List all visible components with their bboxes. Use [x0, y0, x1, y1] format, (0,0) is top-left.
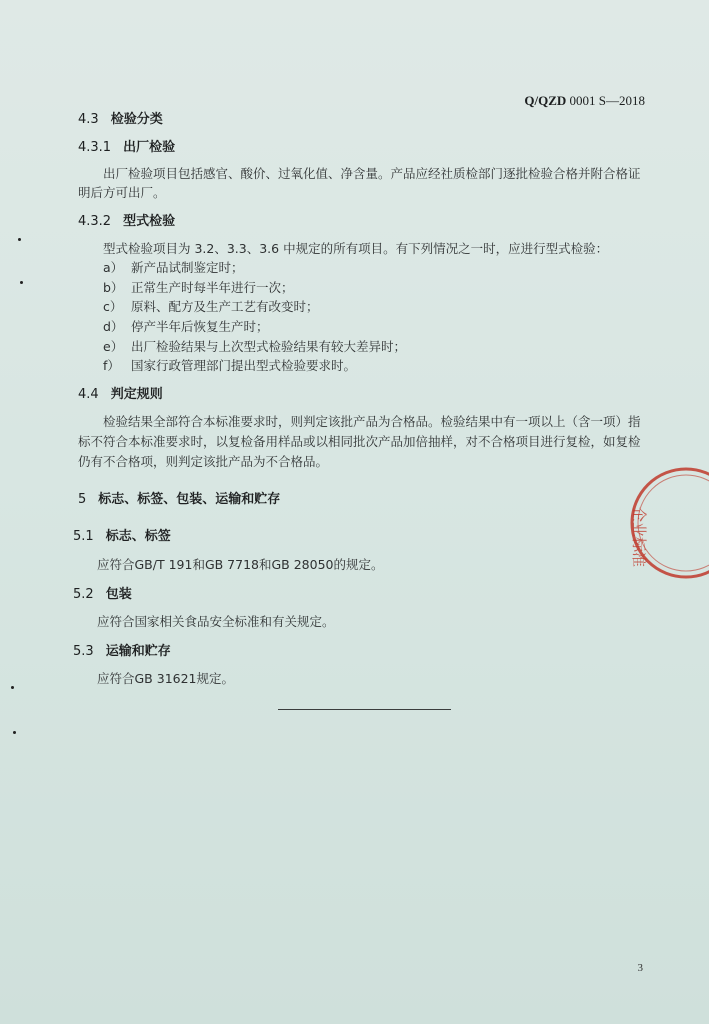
heading-5-1: 5.1 标志、标签	[73, 529, 171, 544]
list-item: e） 出厂检验结果与上次型式检验结果有较大差异时；	[103, 339, 407, 354]
scan-speck	[13, 731, 16, 734]
scan-speck	[11, 686, 14, 689]
heading-5-2: 5.2 包装	[73, 587, 132, 602]
paragraph-line: 标不符合本标准要求时，以复检备用样品或以相同批次产品加倍抽样，对不合格项目进行复检，如复检	[78, 434, 641, 449]
paragraph-line: 出厂检验项目包括感官、酸价、过氧化值、净含量。产品应经社质检部门逐批检验合格并附合格证	[103, 166, 641, 181]
end-rule	[278, 709, 451, 710]
document-code: Q/QZD 0001 S—2018	[524, 93, 645, 108]
paragraph-line: 仍有不合格项，则判定该批产品为不合格品。	[78, 454, 329, 469]
heading-4-4: 4.4 判定规则	[78, 387, 163, 402]
scan-speck	[20, 281, 23, 284]
official-seal-stamp	[626, 463, 709, 583]
heading-4-3: 4.3 检验分类	[78, 112, 163, 127]
heading-4-3-2: 4.3.2 型式检验	[78, 214, 176, 229]
page-number: 3	[637, 962, 643, 974]
list-item: b） 正常生产时每半年进行一次；	[103, 280, 294, 295]
svg-text:企业标准: 企业标准	[630, 507, 648, 568]
heading-5: 5 标志、标签、包装、运输和贮存	[78, 492, 281, 507]
heading-4-3-1: 4.3.1 出厂检验	[78, 140, 176, 155]
paragraph-line: 应符合GB 31621规定。	[97, 671, 234, 686]
list-item: c） 原料、配方及生产工艺有改变时；	[103, 299, 319, 314]
paragraph-line: 明后方可出厂。	[78, 185, 166, 200]
scan-speck	[18, 238, 21, 241]
paragraph-line: 应符合国家相关食品安全标准和有关规定。	[97, 614, 335, 629]
list-item: a） 新产品试制鉴定时；	[103, 260, 244, 275]
list-item: d） 停产半年后恢复生产时；	[103, 319, 269, 334]
paragraph-line: 型式检验项目为 3.2、3.3、3.6 中规定的所有项目。有下列情况之一时，应进行型式检验：	[103, 241, 609, 256]
list-item: f） 国家行政管理部门提出型式检验要求时。	[103, 358, 357, 373]
paragraph-line: 应符合GB/T 191和GB 7718和GB 28050的规定。	[97, 557, 384, 572]
heading-5-3: 5.3 运输和贮存	[73, 644, 171, 659]
paragraph-line: 检验结果全部符合本标准要求时，则判定该批产品为合格品。检验结果中有一项以上（含一项）指	[103, 414, 641, 429]
